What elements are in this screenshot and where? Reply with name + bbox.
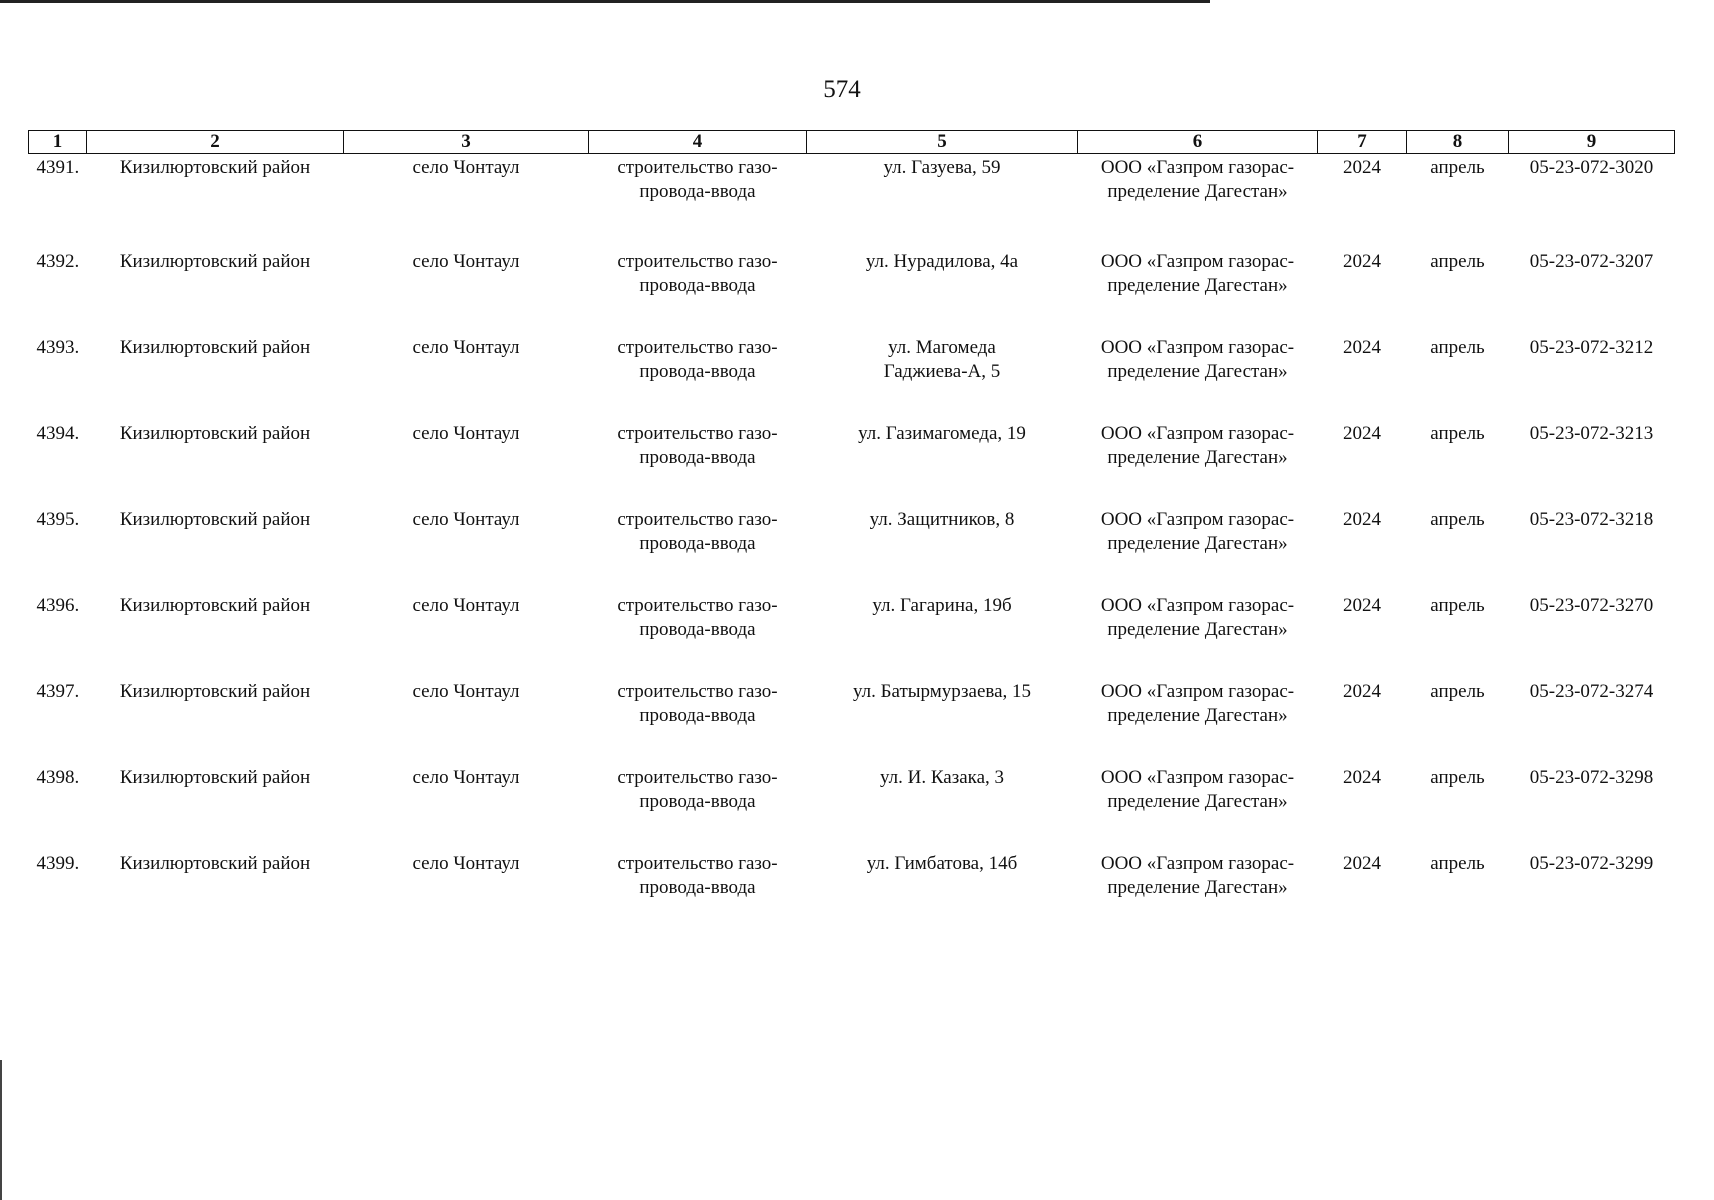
table-body: [29, 154, 1675, 929]
cell-month: апрель: [1430, 509, 1485, 530]
cell-address: ул. Гимбатова, 14б: [866, 853, 1018, 874]
cell-work-type: строительство газо- провода-ввода: [617, 509, 778, 554]
cell-code: 05-23-072-3213: [1529, 423, 1654, 444]
cell-district: Кизилюртовский район: [119, 157, 311, 178]
cell-settlement: село Чонтаул: [412, 595, 520, 616]
column-header-9: 9: [1509, 131, 1675, 154]
column-header-1: 1: [29, 131, 87, 154]
scan-edge-top: [0, 0, 1210, 3]
table-row: [29, 154, 1675, 241]
cell-work-type: строительство газо- провода-ввода: [617, 251, 778, 296]
cell-code: 05-23-072-3274: [1529, 681, 1654, 702]
table-row: [29, 412, 1675, 498]
cell-district: Кизилюртовский район: [119, 251, 311, 272]
cell-row-number: 4396.: [36, 595, 80, 616]
page-number: 574: [823, 76, 861, 103]
cell-settlement: село Чонтаул: [412, 337, 520, 358]
cell-year: 2024: [1343, 251, 1381, 272]
cell-row-number: 4391.: [36, 157, 80, 178]
cell-row-number: 4395.: [36, 509, 80, 530]
table-row: [29, 584, 1675, 670]
cell-district: Кизилюртовский район: [119, 595, 311, 616]
cell-address: ул. Гагарина, 19б: [872, 595, 1012, 616]
cell-row-number: 4394.: [36, 423, 80, 444]
cell-work-type: строительство газо- провода-ввода: [617, 337, 778, 382]
cell-year: 2024: [1343, 767, 1381, 788]
cell-settlement: село Чонтаул: [412, 509, 520, 530]
cell-district: Кизилюртовский район: [119, 681, 311, 702]
cell-month: апрель: [1430, 681, 1485, 702]
cell-settlement: село Чонтаул: [412, 423, 520, 444]
cell-work-type: строительство газо- провода-ввода: [617, 853, 778, 898]
column-header-8: 8: [1407, 131, 1509, 154]
cell-month: апрель: [1430, 423, 1485, 444]
cell-code: 05-23-072-3270: [1529, 595, 1654, 616]
cell-address: ул. И. Казака, 3: [879, 767, 1005, 788]
cell-organization: ООО «Газпром газорас- пределение Дагестан»: [1100, 337, 1295, 382]
cell-row-number: 4398.: [36, 767, 80, 788]
cell-year: 2024: [1343, 423, 1381, 444]
cell-code: 05-23-072-3298: [1529, 767, 1654, 788]
cell-month: апрель: [1430, 157, 1485, 178]
cell-code: 05-23-072-3218: [1529, 509, 1654, 530]
cell-month: апрель: [1430, 767, 1485, 788]
cell-year: 2024: [1343, 509, 1381, 530]
cell-settlement: село Чонтаул: [412, 853, 520, 874]
cell-organization: ООО «Газпром газорас- пределение Дагестан»: [1100, 853, 1295, 898]
cell-organization: ООО «Газпром газорас- пределение Дагестан»: [1100, 509, 1295, 554]
cell-work-type: строительство газо- провода-ввода: [617, 767, 778, 812]
table-row: [29, 756, 1675, 842]
cell-year: 2024: [1343, 595, 1381, 616]
column-header-5: 5: [807, 131, 1078, 154]
cell-row-number: 4399.: [36, 853, 80, 874]
cell-organization: ООО «Газпром газорас- пределение Дагестан»: [1100, 157, 1295, 202]
table-header: [29, 131, 1675, 154]
cell-organization: ООО «Газпром газорас- пределение Дагестан»: [1100, 251, 1295, 296]
cell-district: Кизилюртовский район: [119, 853, 311, 874]
column-header-3: 3: [344, 131, 589, 154]
cell-work-type: строительство газо- провода-ввода: [617, 423, 778, 468]
cell-district: Кизилюртовский район: [119, 509, 311, 530]
cell-row-number: 4392.: [36, 251, 80, 272]
table-row: [29, 240, 1675, 326]
cell-month: апрель: [1430, 595, 1485, 616]
table-row: [29, 842, 1675, 928]
cell-address: ул. Нурадилова, 4а: [865, 251, 1019, 272]
cell-district: Кизилюртовский район: [119, 423, 311, 444]
cell-year: 2024: [1343, 853, 1381, 874]
cell-organization: ООО «Газпром газорас- пределение Дагестан»: [1100, 423, 1295, 468]
cell-row-number: 4397.: [36, 681, 80, 702]
cell-year: 2024: [1343, 681, 1381, 702]
cell-month: апрель: [1430, 337, 1485, 358]
cell-address: ул. Газуева, 59: [883, 157, 1001, 178]
table-row: [29, 326, 1675, 412]
cell-organization: ООО «Газпром газорас- пределение Дагестан»: [1100, 595, 1295, 640]
cell-work-type: строительство газо- провода-ввода: [617, 157, 778, 202]
column-header-6: 6: [1078, 131, 1318, 154]
cell-address: ул. Защитников, 8: [869, 509, 1015, 530]
cell-code: 05-23-072-3299: [1529, 853, 1654, 874]
cell-code: 05-23-072-3212: [1529, 337, 1654, 358]
cell-settlement: село Чонтаул: [412, 681, 520, 702]
cell-code: 05-23-072-3020: [1529, 157, 1654, 178]
cell-address: ул. Батырмурзаева, 15: [852, 681, 1032, 702]
scan-edge-left: [0, 1060, 2, 1200]
header-row: [29, 131, 1675, 154]
cell-year: 2024: [1343, 157, 1381, 178]
register-table: [28, 130, 1675, 928]
cell-settlement: село Чонтаул: [412, 157, 520, 178]
cell-organization: ООО «Газпром газорас- пределение Дагестан»: [1100, 767, 1295, 812]
cell-month: апрель: [1430, 853, 1485, 874]
cell-row-number: 4393.: [36, 337, 80, 358]
cell-code: 05-23-072-3207: [1529, 251, 1654, 272]
cell-address: ул. Газимагомеда, 19: [858, 423, 1026, 444]
cell-settlement: село Чонтаул: [412, 251, 520, 272]
column-header-2: 2: [87, 131, 344, 154]
cell-organization: ООО «Газпром газорас- пределение Дагестан»: [1100, 681, 1295, 726]
cell-address: ул. Магомеда Гаджиева-А, 5: [883, 337, 1001, 382]
cell-district: Кизилюртовский район: [119, 767, 311, 788]
column-header-7: 7: [1318, 131, 1407, 154]
table-row: [29, 498, 1675, 584]
cell-settlement: село Чонтаул: [412, 767, 520, 788]
table-row: [29, 670, 1675, 756]
cell-district: Кизилюртовский район: [119, 337, 311, 358]
cell-year: 2024: [1343, 337, 1381, 358]
cell-work-type: строительство газо- провода-ввода: [617, 681, 778, 726]
column-header-4: 4: [589, 131, 807, 154]
cell-work-type: строительство газо- провода-ввода: [617, 595, 778, 640]
cell-month: апрель: [1430, 251, 1485, 272]
